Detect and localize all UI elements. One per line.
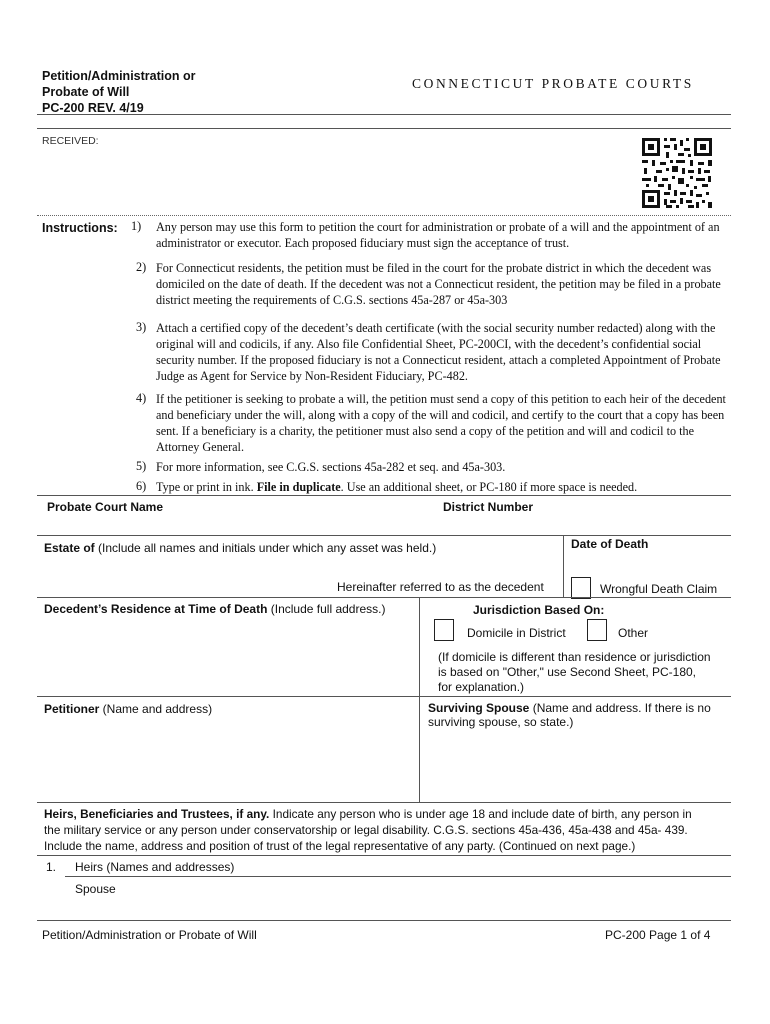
spouse-note-2: surviving spouse, so state.) [428, 715, 574, 729]
wrongful-death-label: Wrongful Death Claim [600, 582, 718, 596]
instruction-num-3: 3) [136, 320, 147, 334]
residence-title: Decedent’s Residence at Time of Death [44, 602, 268, 616]
header-divider-2 [37, 128, 731, 129]
spouse-note-1: (Name and address. If there is no [529, 701, 711, 715]
probate-court-name-field[interactable] [42, 516, 432, 532]
hereinafter-text: Hereinafter referred to as the decedent [337, 580, 544, 594]
jurisdiction-note-2: is based on "Other," use Second Sheet, PC-180, [438, 665, 697, 679]
heirs-spouse-field[interactable] [130, 880, 730, 900]
instructions-divider [37, 215, 731, 216]
date-of-death-label: Date of Death [571, 537, 649, 551]
footer-right: PC-200 Page 1 of 4 [605, 928, 711, 942]
heirs-item-num: 1. [46, 860, 57, 874]
other-label: Other [618, 626, 649, 640]
heirs-item-label: Heirs (Names and addresses) [75, 860, 235, 874]
other-checkbox[interactable] [587, 619, 607, 641]
instruction-item-5: For more information, see C.G.S. sections 45a-282 et seq. and 45a-303. [156, 460, 506, 474]
residence-label [44, 602, 385, 616]
instructions-label: Instructions: [42, 221, 118, 235]
petitioner-note: (Name and address) [99, 702, 213, 716]
wrongful-death-checkbox[interactable] [571, 577, 591, 599]
instruction-6-text-b: . Use an additional sheet, or PC-180 if more space is needed. [340, 480, 638, 494]
date-of-death-field[interactable] [568, 553, 728, 573]
instruction-item-6 [156, 479, 734, 495]
residence-field[interactable] [42, 620, 412, 690]
domicile-label: Domicile in District [467, 626, 566, 640]
petitioner-title: Petitioner [44, 702, 100, 716]
spouse-field[interactable] [426, 732, 728, 798]
divider-spouse-row [65, 876, 731, 877]
divider-petitioner [37, 696, 731, 697]
divider-heirs-list [37, 855, 731, 856]
instruction-num-5: 5) [136, 459, 147, 473]
jurisdiction-note-1: (If domicile is different than residence or jurisdiction [438, 650, 711, 664]
instruction-item-3: Attach a certified copy of the decedent’s death certificate (with the social security number redacted) along with the original will and codicils, if any. Also file Confidential Sheet, PC-200CI, with the decedent’s confidential social security number. If the proposed fiduciary is not a Connecticut resident, attach a completed Appointment of Probate Judge as Agent for Service by Non-Resident Fiduciary, PC-482. [156, 321, 721, 383]
instruction-num-2: 2) [136, 260, 147, 274]
spouse-title: Surviving Spouse [428, 701, 530, 715]
instruction-6-text-a: Type or print in ink. [156, 480, 257, 494]
heirs-line-1: Indicate any person who is under age 18 and include date of birth, any person in [269, 807, 692, 821]
divider-jurisdiction [419, 597, 420, 802]
jurisdiction-label: Jurisdiction Based On: [473, 603, 605, 617]
jurisdiction-note-3: for explanation.) [438, 680, 525, 694]
spouse-label [428, 701, 711, 729]
domicile-checkbox[interactable] [434, 619, 454, 641]
residence-note: (Include full address.) [267, 602, 386, 616]
header-divider-1 [37, 114, 731, 115]
instruction-item-2: For Connecticut residents, the petition must be filed in the court for the probate district in which the decedent was domiciled on the date of death. If the decedent was not a Connecticut resident, the petition may be filed in a probate district meeting the requirements of C.G.S. sections 45a-287 or 45a-303 [156, 261, 721, 307]
received-label: RECEIVED: [42, 135, 99, 147]
petitioner-label [44, 702, 212, 716]
heirs-spouse-label: Spouse [75, 882, 116, 896]
jurisdiction-note [438, 650, 711, 695]
instruction-num-6: 6) [136, 479, 147, 493]
form-title-line-1: Petition/Administration or [42, 69, 196, 83]
form-code: PC-200 REV. 4/19 [42, 101, 144, 115]
divider-residence [37, 597, 731, 598]
estate-of-field[interactable] [42, 557, 557, 579]
heirs-line-3: Include the name, address and position of trust of the legal representative of any party. (Continued on next page.) [44, 839, 636, 853]
instruction-num-1: 1) [131, 219, 142, 233]
divider-heirs [37, 802, 731, 803]
petitioner-field[interactable] [42, 720, 412, 798]
form-title-line-2: Probate of Will [42, 85, 130, 99]
probate-court-name-label: Probate Court Name [47, 500, 164, 514]
district-number-field[interactable] [440, 516, 730, 532]
district-number-label: District Number [443, 500, 534, 514]
instruction-item-4: If the petitioner is seeking to probate a will, the petition must send a copy of this petition to each heir of the decedent and beneficiary under the will, along with a copy of the will and codicil, and certify to the court that a copy has been sent. If a beneficiary is a charity, the petitioner must also send a copy of the petition and will and codicil to the Attorney General. [156, 392, 726, 454]
footer-divider [37, 920, 731, 921]
heirs-title: Heirs, Beneficiaries and Trustees, if any. [44, 807, 270, 821]
divider-date-of-death [563, 535, 564, 597]
estate-of-title: Estate of [44, 541, 95, 555]
heirs-instructions [44, 806, 734, 854]
heirs-line-2: the military service or any person under conservatorship or legal disability. C.G.S. sections 45a-436, 45a-438 and 45a- 439. [44, 823, 688, 837]
estate-of-label [44, 541, 436, 555]
instruction-item-1: Any person may use this form to petition the court for administration or probate of a will and the appointment of an administrator or executor. Each proposed fiduciary must sign the acceptance of trust. [156, 220, 720, 250]
estate-of-note: (Include all names and initials under which any asset was held.) [94, 541, 437, 555]
qr-code [640, 136, 714, 210]
divider-estate [37, 535, 731, 536]
form-top-divider [37, 495, 731, 496]
instruction-num-4: 4) [136, 391, 147, 405]
form-title [42, 68, 195, 116]
instruction-6-bold: File in duplicate [256, 480, 341, 494]
footer-left: Petition/Administration or Probate of Will [42, 928, 257, 942]
court-name: CONNECTICUT PROBATE COURTS [412, 76, 694, 91]
